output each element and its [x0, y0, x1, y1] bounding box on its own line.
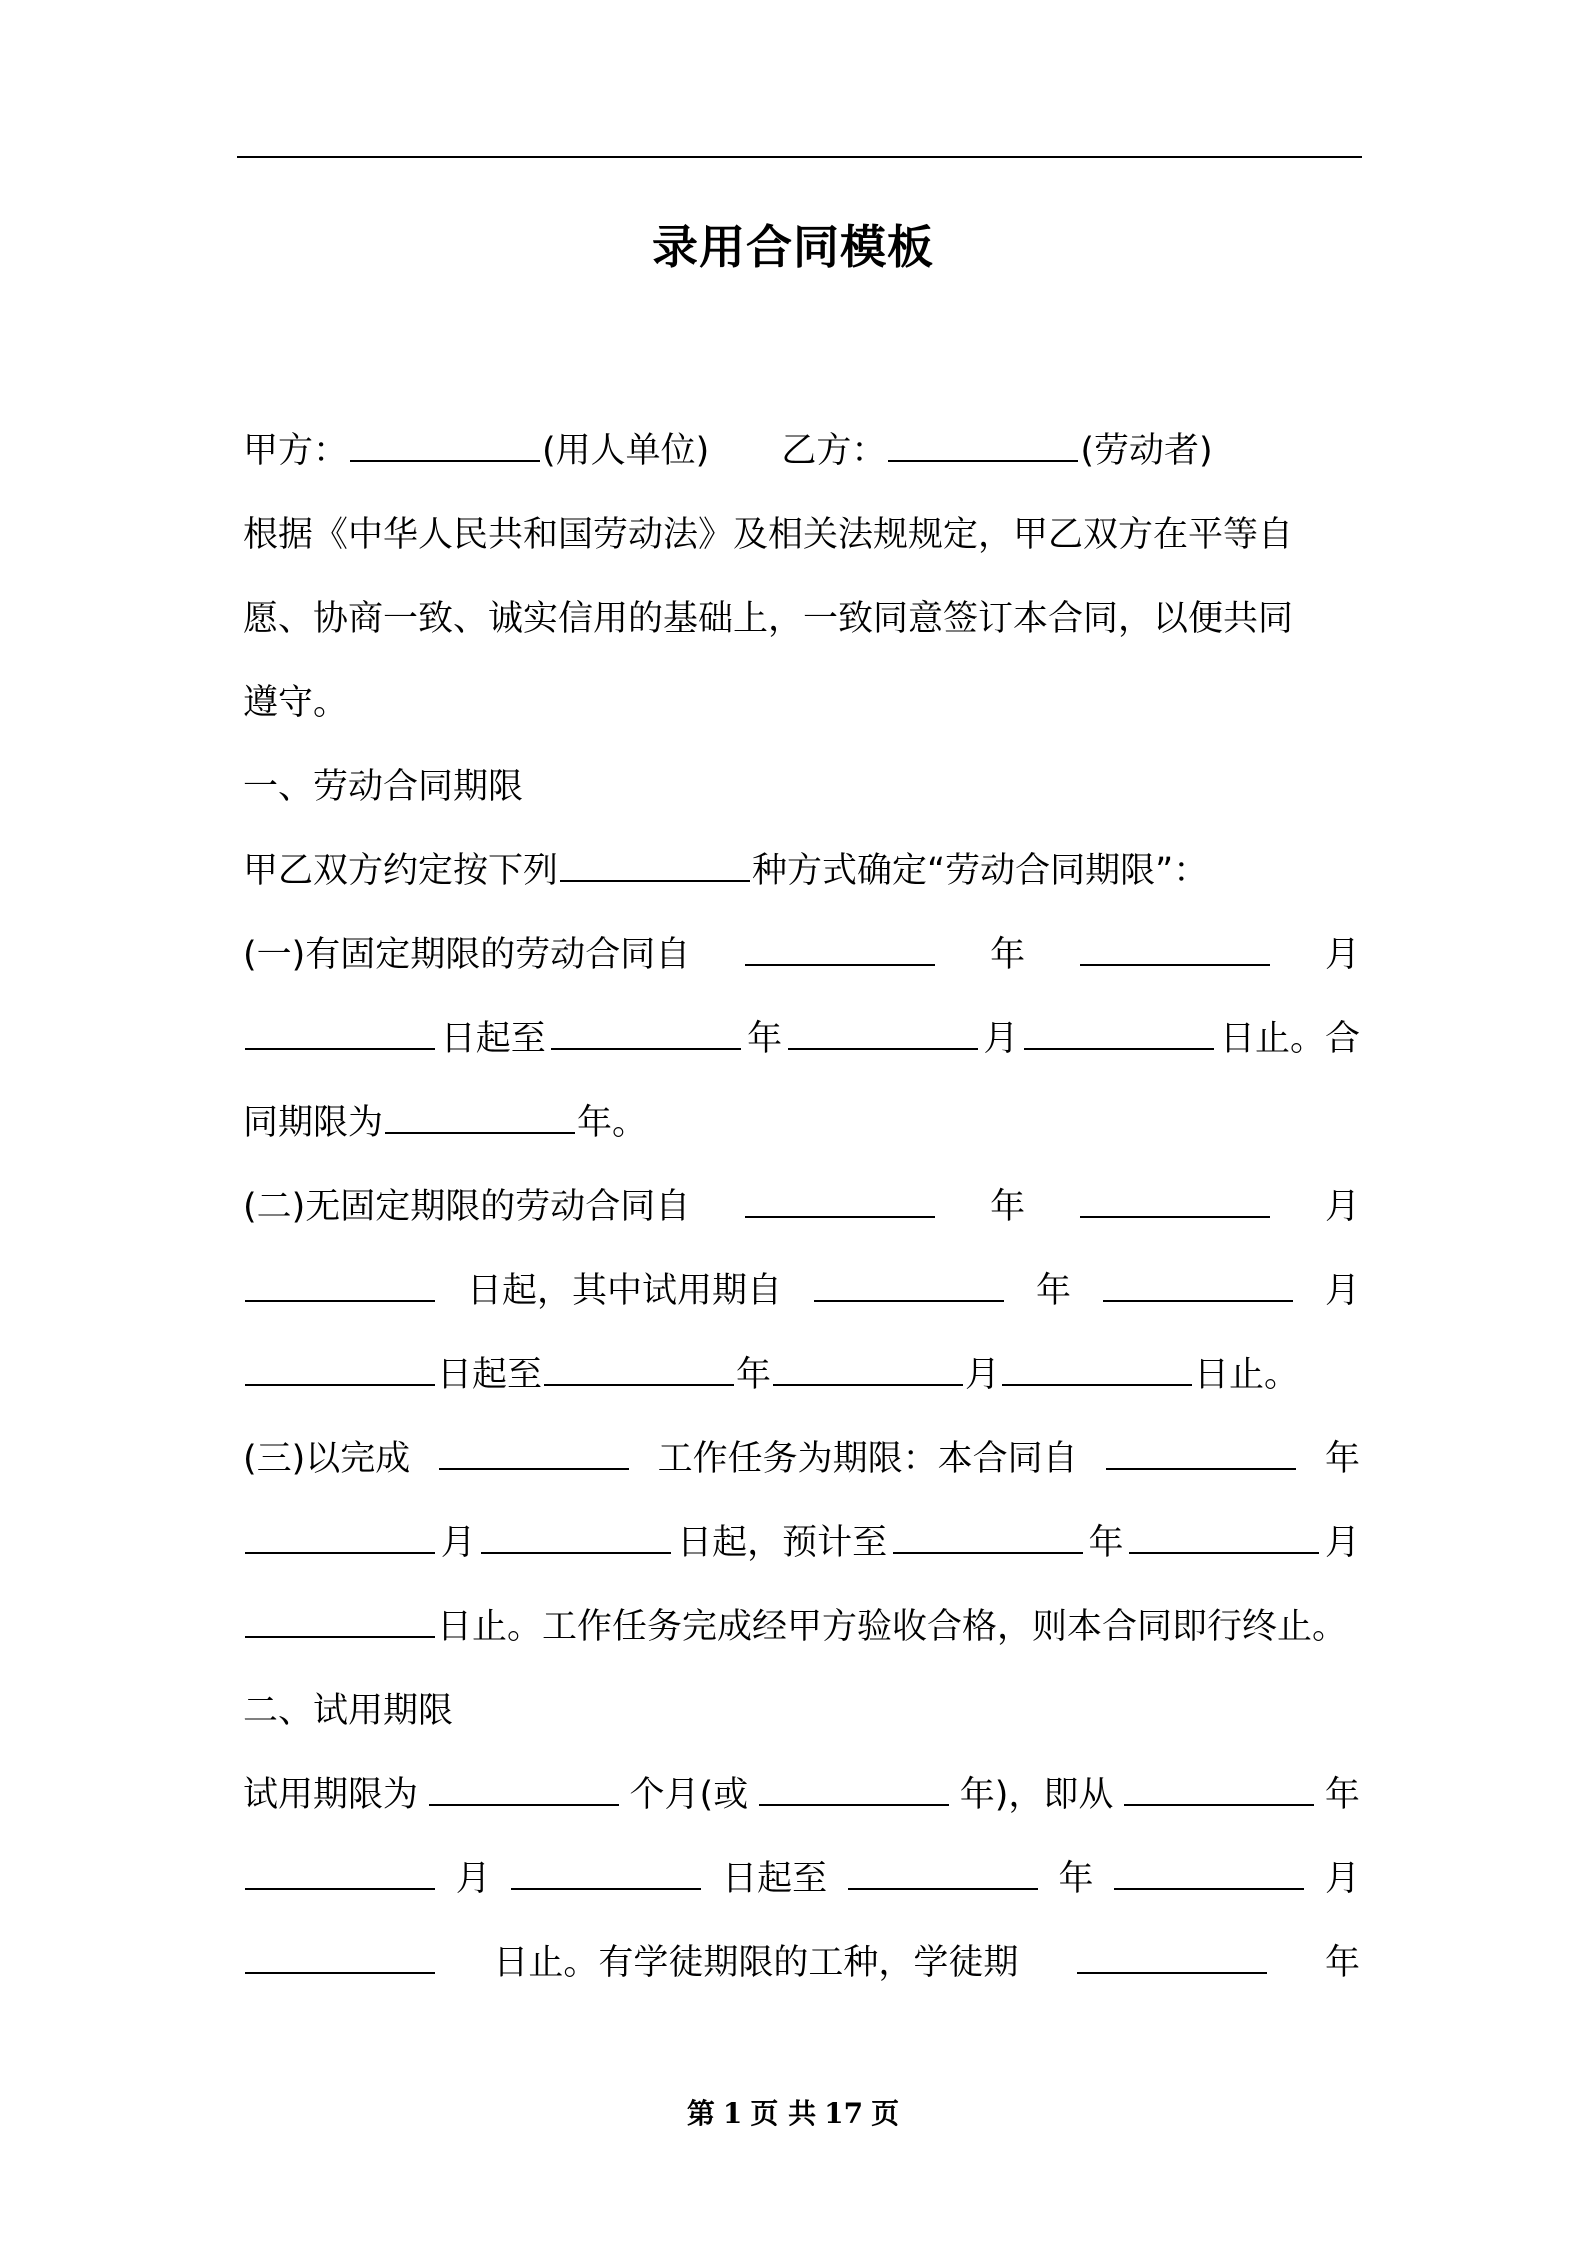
party-a-suffix: (用人单位) [542, 431, 710, 471]
party-b-suffix: (劳动者) [1080, 431, 1213, 471]
page-number: 1 [722, 2097, 743, 2130]
task-term-line-1: (三)以完成 工作任务为期限：本合同自 年 [243, 1417, 1360, 1501]
header-rule [237, 156, 1362, 158]
open-term-line-3: 日起至 年 月 日止。 [243, 1333, 1360, 1417]
document-title: 录用合同模板 [652, 220, 934, 274]
page-footer: 第 1 页 共 17 页 [686, 2097, 900, 2130]
fixed-term-label: (一)有固定期限的劳动合同自 [243, 935, 691, 975]
section-1-agree-line: 甲乙双方约定按下列 种方式确定“劳动合同期限”： [243, 851, 1209, 891]
parties-line [243, 409, 1360, 493]
party-a-label: 甲方： [243, 431, 349, 471]
open-term-line-1: (二)无固定期限的劳动合同自 年 月 [243, 1165, 1360, 1249]
intro-line-3: 遵守。 [243, 683, 349, 723]
open-term-label: (二)无固定期限的劳动合同自 [243, 1187, 691, 1227]
party-b-label: 乙方： [781, 431, 887, 471]
section-1-heading: 一、劳动合同期限 [243, 767, 524, 807]
fixed-term-line-1: (一)有固定期限的劳动合同自 年 月 [243, 913, 1360, 997]
document-body [243, 409, 1360, 2005]
task-term-label-prefix: (三)以完成 [243, 1439, 411, 1479]
intro-line-1: 根据《中华人民共和国劳动法》及相关法规规定，甲乙双方在平等自 [243, 515, 1294, 555]
page-total: 17 [824, 2097, 864, 2130]
method-blank [560, 850, 750, 882]
section-2-heading: 二、试用期限 [243, 1691, 454, 1731]
probation-line-2: 月 日起至 年 月 [243, 1837, 1360, 1921]
fixed-term-line-3: 同期限为 年。 [243, 1103, 648, 1143]
task-term-line-2: 月 日起，预计至 年 月 [243, 1501, 1360, 1585]
intro-line-2: 愿、协商一致、诚实信用的基础上，一致同意签订本合同，以便共同 [243, 599, 1294, 639]
party-b-blank [888, 430, 1078, 462]
party-a-blank [350, 430, 540, 462]
open-term-line-2: 日起，其中试用期自 年 月 [243, 1249, 1360, 1333]
fixed-term-line-2: 日起至 年 月 日止。合 [243, 997, 1360, 1081]
task-term-line-3: 日止。工作任务完成经甲方验收合格，则本合同即行终止。 [243, 1585, 1360, 1669]
probation-line-1: 试用期限为 个月(或 年)，即从 年 [243, 1775, 1360, 1815]
probation-line-3: 日止。有学徒期限的工种，学徒期 年 [243, 1921, 1360, 2005]
